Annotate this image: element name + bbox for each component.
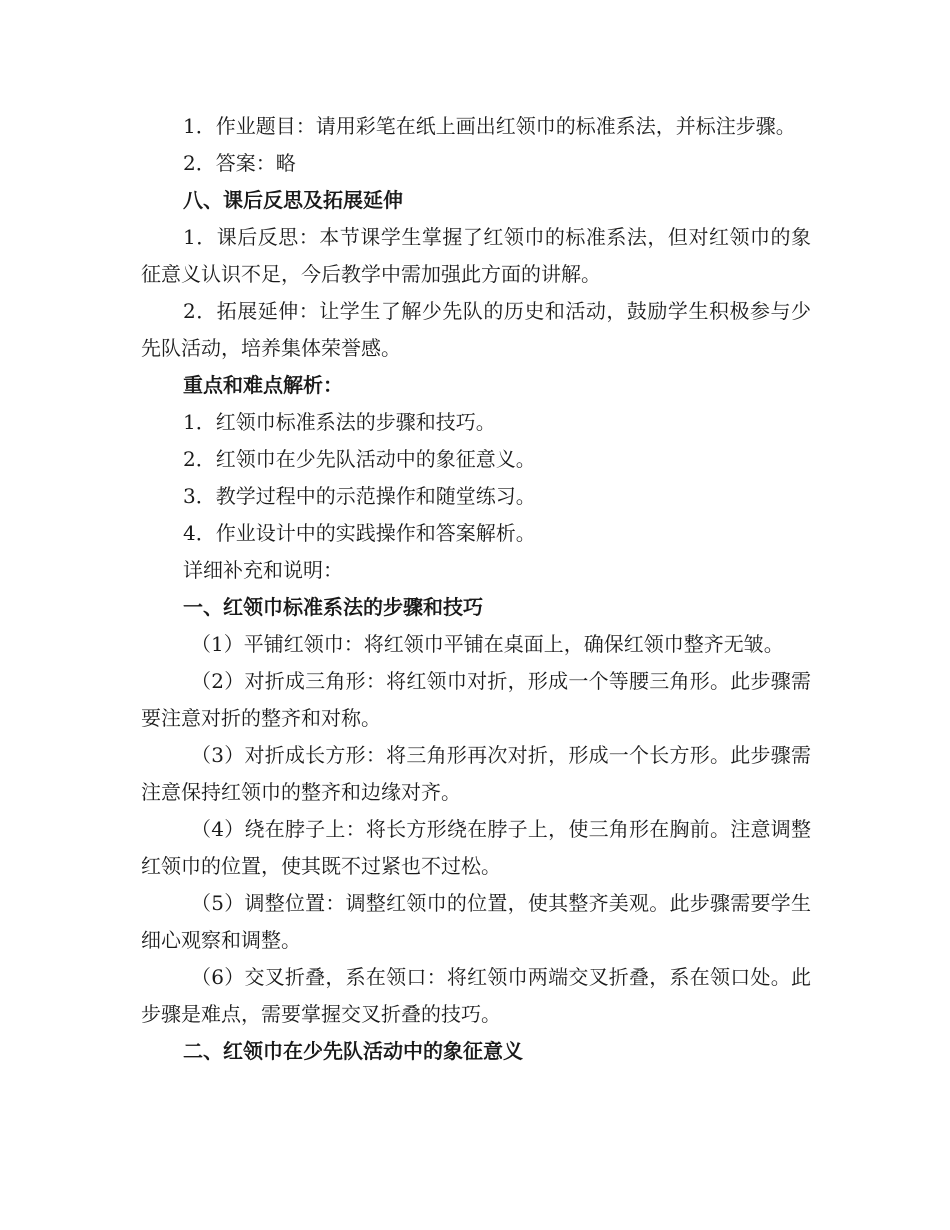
key-point-1: 1．红领巾标准系法的步骤和技巧。 — [183, 410, 496, 434]
details-heading: 详细补充和说明： — [183, 558, 343, 582]
step-item-4: （4）绕在脖子上：将长方形绕在脖子上，使三角形在胸前。注意调整红领巾的位置，使其既不过紧也不过松。 — [141, 817, 811, 878]
step-item-5: （5）调整位置：调整红领巾的位置，使其整齐美观。此步骤需要学生细心观察和调整。 — [141, 891, 811, 952]
reflection-item-2: 2．拓展延伸：让学生了解少先队的历史和活动，鼓励学生积极参与少先队活动，培养集体荣誉感。 — [141, 299, 811, 360]
key-point-2: 2．红领巾在少先队活动中的象征意义。 — [183, 447, 536, 471]
section-1-heading: 一、红领巾标准系法的步骤和技巧 — [183, 595, 483, 619]
section-2-heading: 二、红领巾在少先队活动中的象征意义 — [183, 1039, 523, 1063]
document-body — [141, 108, 811, 1070]
step-item-2: （2）对折成三角形：将红领巾对折，形成一个等腰三角形。此步骤需要注意对折的整齐和对称。 — [141, 669, 811, 730]
step-item-1: （1）平铺红领巾：将红领巾平铺在桌面上，确保红领巾整齐无皱。 — [191, 632, 784, 656]
key-points-heading: 重点和难点解析： — [183, 373, 343, 397]
key-point-3: 3．教学过程中的示范操作和随堂练习。 — [183, 484, 536, 508]
homework-item-2: 2．答案：略 — [183, 151, 296, 175]
section-8-heading: 八、课后反思及拓展延伸 — [183, 188, 403, 212]
reflection-item-1: 1．课后反思：本节课学生掌握了红领巾的标准系法，但对红领巾的象征意义认识不足，今后教学中需加强此方面的讲解。 — [141, 225, 811, 286]
step-item-3: （3）对折成长方形：将三角形再次对折，形成一个长方形。此步骤需注意保持红领巾的整齐和边缘对齐。 — [141, 743, 811, 804]
homework-item-1: 1．作业题目：请用彩笔在纸上画出红领巾的标准系法，并标注步骤。 — [183, 114, 796, 138]
step-item-6: （6）交叉折叠，系在领口：将红领巾两端交叉折叠，系在领口处。此步骤是难点，需要掌握交叉折叠的技巧。 — [141, 965, 811, 1026]
key-point-4: 4．作业设计中的实践操作和答案解析。 — [183, 521, 536, 545]
